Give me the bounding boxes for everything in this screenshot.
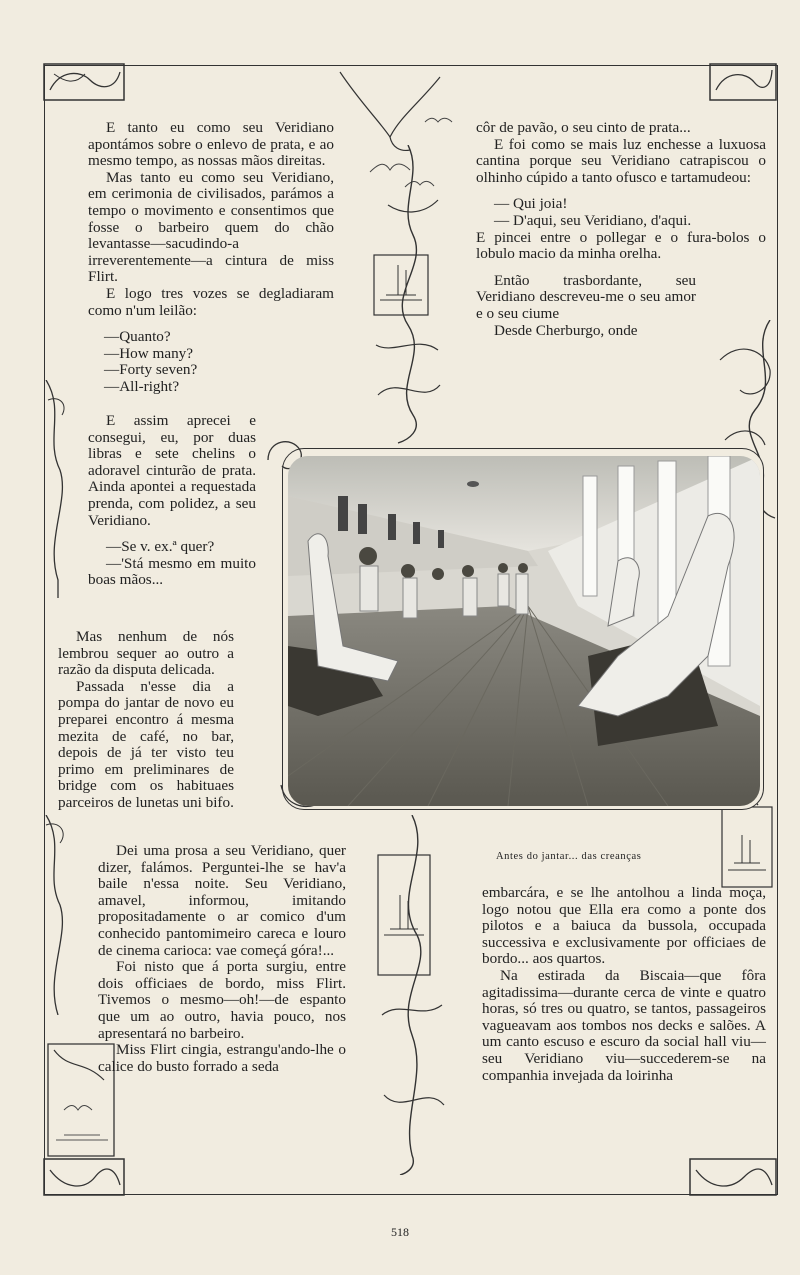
dialog-line: — D'aqui, seu Veridiano, d'aqui. [494,211,692,229]
paragraph: Mas tanto eu como seu Veridiano, em cerimonia de civilisados, parámos a tempo o movimento e consentimos que fosse o barbeiro quem do chão levantasse—sacudindo-a irreverentemente—a cintura de miss Flirt. [88,168,334,286]
page-number: 518 [391,1225,409,1239]
dialog-line: —Forty seven? [104,361,198,379]
paragraph: embarcára, e se lhe antolhou a linda moça, logo notou que Ella era como a ponte dos pilotos e a baiuca da bussola, occupada successiva e exclusivamente por officiaes de bordo... aos quartos. [482,884,766,968]
ship-vignette-lower [372,815,452,1175]
dialog-line: —All-right? [104,377,180,395]
paragraph: E foi como se mais luz enchesse a luxuosa cantina porque seu Veridiano catrapiscou o olhinho cúpido a tanto ofusco e tartamudeou: [476,135,766,186]
ornament-left-edge-upper [40,380,76,600]
paragraph: Miss Flirt cingia, estrangu'ando-lhe o calice do busto forrado a seda [98,1041,346,1075]
photo-caption: Antes do jantar... das creanças [496,851,642,862]
ornament-top-left [40,60,130,105]
ornament-bottom-right [686,1155,782,1200]
paragraph: Foi nisto que á porta surgiu, entre dois officiaes de bordo, miss Flirt. Tivemos o mesmo—oh!—de espanto que um ao outro, havia pouco, nos apresentará no barbeiro. [98,958,346,1042]
paragraph: Desde Cherburgo, onde [494,321,638,339]
left-column-middle [88,413,256,589]
dialog-line: — Qui joia! [494,195,568,213]
dialog-line: —Se v. ex.ª quer? [106,538,215,556]
paragraph: côr de pavão, o seu cinto de prata... [476,119,691,136]
dialog-line: —'Stá mesmo em muito boas mãos... [88,554,256,589]
dialog-line: —Quanto? [104,328,171,346]
ornament-bottom-left [40,1155,130,1200]
paragraph: Passada n'esse dia a pompa do jantar de novo eu preparei encontro á mesma mezita de café, no bar, depois de já ter visto teu primo em preliminares de bridge com os habituaes parceiros de lunetas uni bifo. [58,677,234,811]
paragraph: Então trasbordante, seu Veridiano descreveu-me o seu amor e o seu ciume [476,271,696,322]
right-column-top [476,120,766,339]
ship-vignette-upper [368,145,448,445]
paragraph: Mas nenhum de nós lembrou sequer ao outro a razão da disputa delicada. [58,628,234,679]
deck-photograph [288,456,760,806]
ornament-left-edge-lower [40,815,76,1015]
paragraph: E tanto eu como seu Veridiano apontámos sobre o enlevo de prata, e ao mesmo tempo, as nossas mãos direitas. [88,119,334,170]
paragraph: Dei uma prosa a seu Veridiano, quer dizer, falámos. Perguntei-lhe se hav'a baile n'essa noite. Seu Veridiano, amavel, informou, imitando propositadamente o ar comico d'um conhecido pantomimeiro careca e louro de cinema carioca: vae começá góra!... [98,842,346,959]
left-column-top [88,120,334,396]
ornament-top-right [706,60,782,105]
left-column-lower [58,629,234,812]
auction-dialog [88,329,334,395]
dialog-line: —How many? [104,344,193,362]
paragraph: E pincei entre o pollegar e o fura-bolos o lobulo macio da minha orelha. [476,228,766,263]
paragraph: E assim aprecei e consegui, eu, por duas libras e sete chelins o adoravel cinturão de prata. Ainda apontei a requestada prenda, com polidez, a seu Veridiano. [88,412,256,529]
right-column-bottom [482,885,766,1084]
left-column-bottom [98,843,346,1075]
paragraph: Na estirada da Biscaia—que fôra agitadissima—durante cerca de vinte e quatro horas, só tres ou quatro, se tantos, passageiros vagueavam aos tombos nos decks e salões. A um canto escuso e escuro da social hall viu—seu Veridiano viu—succederem-se na companhia invejada da loirinha [482,966,766,1084]
paragraph: E logo tres vozes se degladiaram como n'um leilão: [88,284,334,319]
